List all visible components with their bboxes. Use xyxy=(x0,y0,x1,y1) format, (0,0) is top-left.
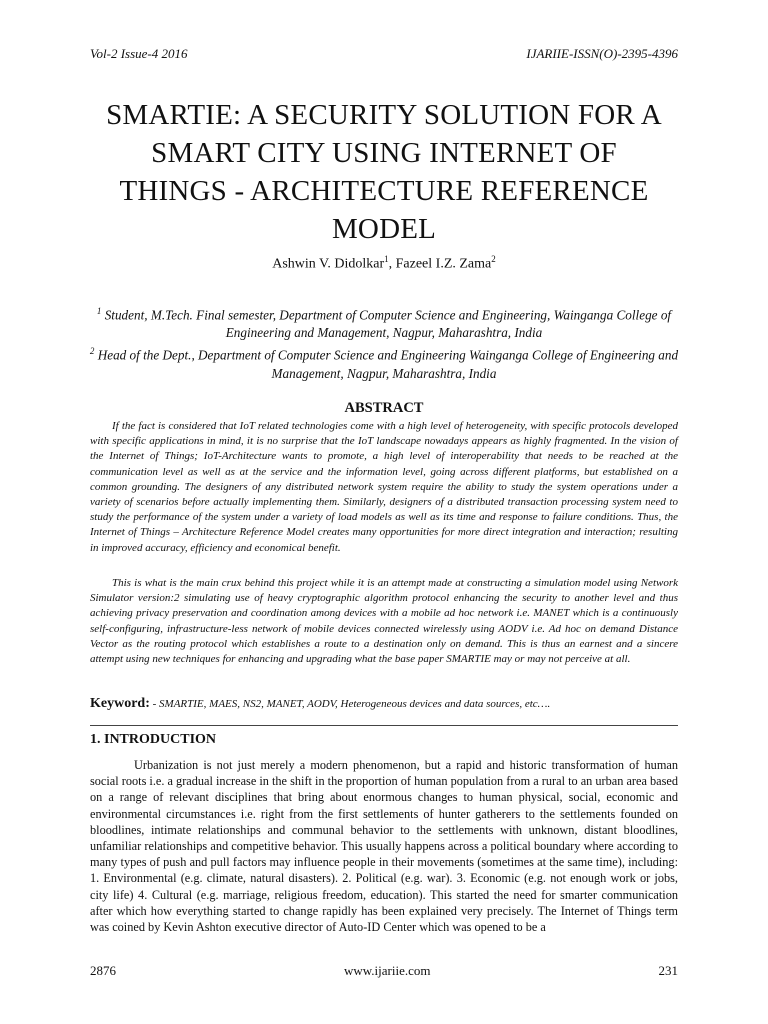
footer-paper-id: 2876 xyxy=(90,963,116,978)
keyword-text: - SMARTIE, MAES, NS2, MANET, AODV, Heterogeneous devices and data sources, etc…. xyxy=(149,698,551,710)
author-separator: , xyxy=(388,256,396,272)
keyword-label: Keyword: xyxy=(90,696,150,711)
abstract-paragraph: If the fact is considered that IoT related technologies come with a high level of heterogeneity, with specific protocols developed with specific applications in mind, it is no surprise that the IoT landscape nowadays appears as highly fragmented. In the vision of the Internet of Things; IoT-Architecture wants to promote, a high level of interoperability that needs to be reached at the communication level as well as at the service and the information level, going across different platforms, but established on a common grounding. The designers of any distributed network system require the ability to study the system operations under a variety of scenarios before actually implementing them. Similarly, designers of a distributed transaction processing system need to study the performance of the system under a variety of load models as well as its time and response to failure conditions. Thus, the Internet of Things – Architecture Reference Model creates many opportunities for more direct integration and interaction; resulting in improved accuracy, efficiency and economical benefit. xyxy=(90,420,678,554)
running-header xyxy=(90,46,678,62)
author-name: Fazeel I.Z. Zama xyxy=(395,256,492,272)
paper-title xyxy=(70,96,698,248)
author-name: Ashwin V. Didolkar xyxy=(272,256,385,272)
title-line: SMART CITY USING INTERNET OF xyxy=(151,137,617,169)
journal-volume: Vol-2 Issue-4 2016 xyxy=(90,46,188,61)
page-footer xyxy=(90,963,678,979)
section-heading: 1. INTRODUCTION xyxy=(90,732,217,747)
title-line: SMARTIE: A SECURITY SOLUTION FOR A xyxy=(106,99,662,131)
affiliation-list xyxy=(80,302,688,383)
section-divider xyxy=(90,725,678,726)
author-list xyxy=(0,254,768,273)
footer-website: www.ijariie.com xyxy=(343,963,431,978)
footer-page-number: 231 xyxy=(658,963,678,978)
keyword-line xyxy=(90,696,678,712)
affiliation-text: Head of the Dept., Department of Computer Science and Engineering Wainganga College of Engineering and Management, Nagpur, Maharashtra, India xyxy=(94,347,679,381)
body-paragraph: Urbanization is not just merely a modern phenomenon, but a rapid and historic transformation of human social roots i.e. a gradual increase in the shift in the proportion of human population from a rural to an urban area based on a range of relevant disciplines that bring about enormous changes to human physical, social, economic and environmental circumstances i.e. right from the first settlements of hunter gatherers to the settlements founded on bloodlines, intimate relationships and communal behavior to the settlements with unknown, distant bloodlines, unfamiliar relationships and competitive behavior. This usually happens across a political boundary where according to many types of push and pull factors may influence people in their movements (sometimes at the same time), including: 1. Environmental (e.g. climate, natural disasters). 2. Political (e.g. war). 3. Economic (e.g. not enough work or jobs, city life) 4. Cultural (e.g. marriage, religious freedom, education). This started the need for smarter communication after which how everything started to change rapidly has been explained very precisely. The Internet of Things term was coined by Kevin Ashton executive director of Auto-ID Center which was opened to be a xyxy=(90,758,679,935)
journal-issn: IJARIIE-ISSN(O)-2395-4396 xyxy=(526,46,678,61)
author-affiliation-mark: 2 xyxy=(491,254,496,264)
title-line: THINGS - ARCHITECTURE REFERENCE xyxy=(119,175,649,207)
abstract-heading: ABSTRACT xyxy=(344,400,424,416)
affiliation-item xyxy=(80,342,688,382)
affiliation-mark: 2 xyxy=(89,346,95,357)
abstract-paragraph: This is what is the main crux behind this project while it is an attempt made at constructing a simulation model using Network Simulator version:2 simulating use of heavy cryptographic algorithm protocol enhancing the security to another level and thus achieving privacy preservation and coordination among devices with a mobile ad hoc network i.e. MANET which is a continuously self-configuring, infrastructure-less network of mobile devices connected wirelessly using AODV i.e. Ad hoc on demand Distance Vector as the routing protocol which establishes a route to a destination only on demand. This is thus an earnest and a sincere attempt using new techniques for enhancing and upgrading what the base paper SMARTIE may or may not perceive at all. xyxy=(90,577,678,666)
affiliation-mark: 1 xyxy=(96,306,102,316)
author-affiliation-mark: 1 xyxy=(384,254,389,264)
affiliation-text: Student, M.Tech. Final semester, Department of Computer Science and Engineering, Wainganga College of Engineering and Management, Nagpur, Maharashtra, India xyxy=(101,307,672,341)
title-line: MODEL xyxy=(331,213,437,245)
affiliation-item xyxy=(80,302,688,342)
